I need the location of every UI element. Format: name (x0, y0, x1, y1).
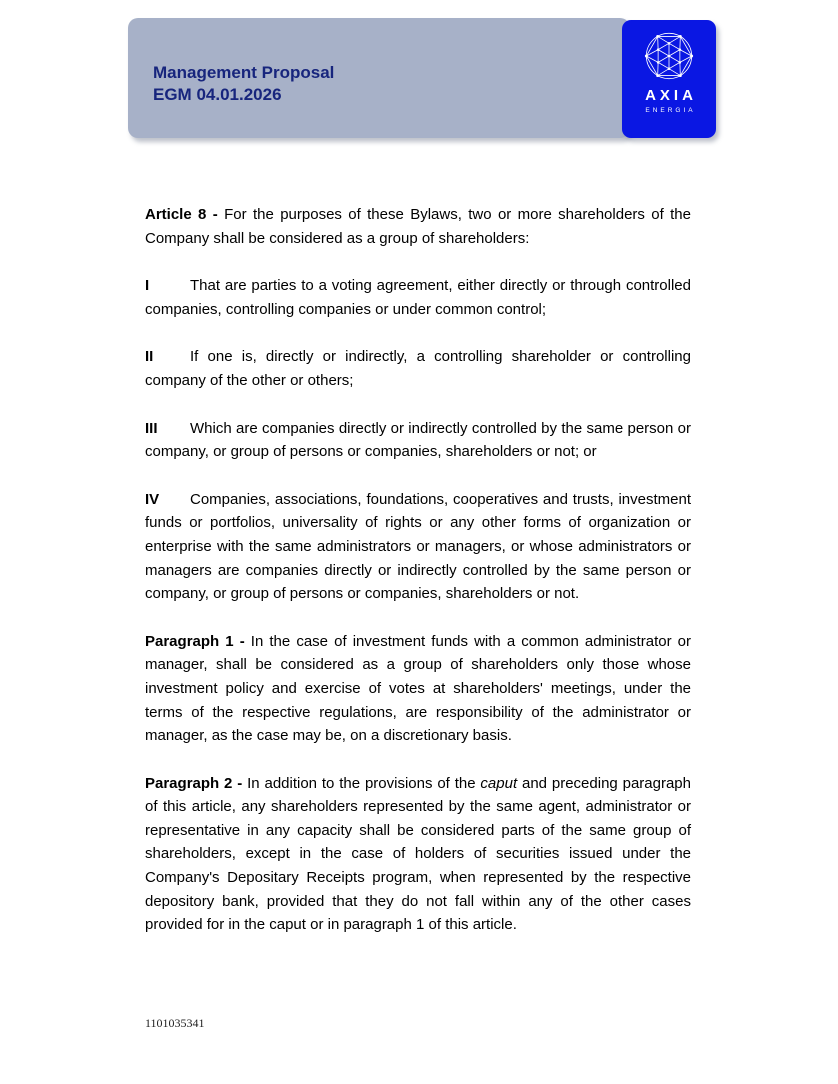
header-banner (128, 18, 630, 138)
body-text (145, 203, 691, 961)
list-item-III-text: Which are companies directly or indirectly controlled by the same person or company, or group of persons or companies, shareholders or not; or (145, 419, 691, 461)
article-8-label: Article 8 - (145, 206, 218, 223)
logo-brand-name: AXIA (645, 87, 697, 104)
list-item-II (145, 345, 691, 392)
article-8-text: For the purposes of these Bylaws, two or more shareholders of the Company shall be considered as a group of shareholders: (145, 206, 691, 247)
paragraph-1-label: Paragraph 1 - (145, 632, 245, 650)
paragraph-2-text-after: and preceding paragraph of this article, any shareholders represented by the same agent, administrator or representative in any capacity shall be considered parts of the same group of shareholders, except in the case of holders of securities issued under the Company's Depositary Receipts program, when represented by the respective depository bank, provided that they do not fall within any of the other cases provided for in the caput or in paragraph 1 of this article. (145, 774, 691, 934)
document-title-line2: EGM 04.01.2026 (153, 85, 282, 104)
paragraph-article-8 (145, 203, 691, 250)
paragraph-2-text-before: In addition to the provisions of the (247, 774, 481, 792)
paragraph-2 (145, 772, 691, 937)
list-item-IV (145, 488, 691, 606)
document-title-line1: Management Proposal (153, 63, 335, 82)
list-item-II-numeral: II (145, 348, 154, 366)
document-title (153, 62, 334, 106)
paragraph-1-text: In the case of investment funds with a common administrator or manager, shall be considered as a group of shareholders only those whose investment policy and exercise of votes at shareholders' meetings, under the terms of the respective regulations, are responsibility of the administrator or manager, as the case may be, on a discretionary basis. (145, 632, 691, 745)
list-item-I-numeral: I (145, 277, 150, 295)
list-item-IV-numeral: IV (145, 490, 160, 508)
geodesic-globe-icon (640, 27, 698, 85)
list-item-I-text: That are parties to a voting agreement, either directly or through controlled companies, controlling companies or under common control; (145, 277, 691, 318)
list-item-II-text: If one is, directly or indirectly, a controlling shareholder or controlling company of the other or others; (145, 348, 691, 389)
paragraph-2-label: Paragraph 2 - (145, 774, 243, 792)
paragraph-1 (145, 630, 691, 748)
list-item-I (145, 274, 691, 321)
paragraph-2-caput-italic: caput (480, 774, 518, 792)
list-item-III-numeral: III (145, 419, 158, 437)
logo-brand-subtitle: ENERGIA (645, 107, 696, 114)
list-item-III (145, 417, 691, 464)
footer-document-number: 1101035341 (145, 1016, 205, 1030)
list-item-IV-text: Companies, associations, foundations, cooperatives and trusts, investment funds or portfolios, universality of rights or any other forms of organization or enterprise with the same administrators or managers, or whose administrators or managers are companies directly or indirectly controlled by the same person or company, or group of persons or companies, shareholders or not. (145, 490, 691, 603)
logo-box (622, 20, 716, 138)
